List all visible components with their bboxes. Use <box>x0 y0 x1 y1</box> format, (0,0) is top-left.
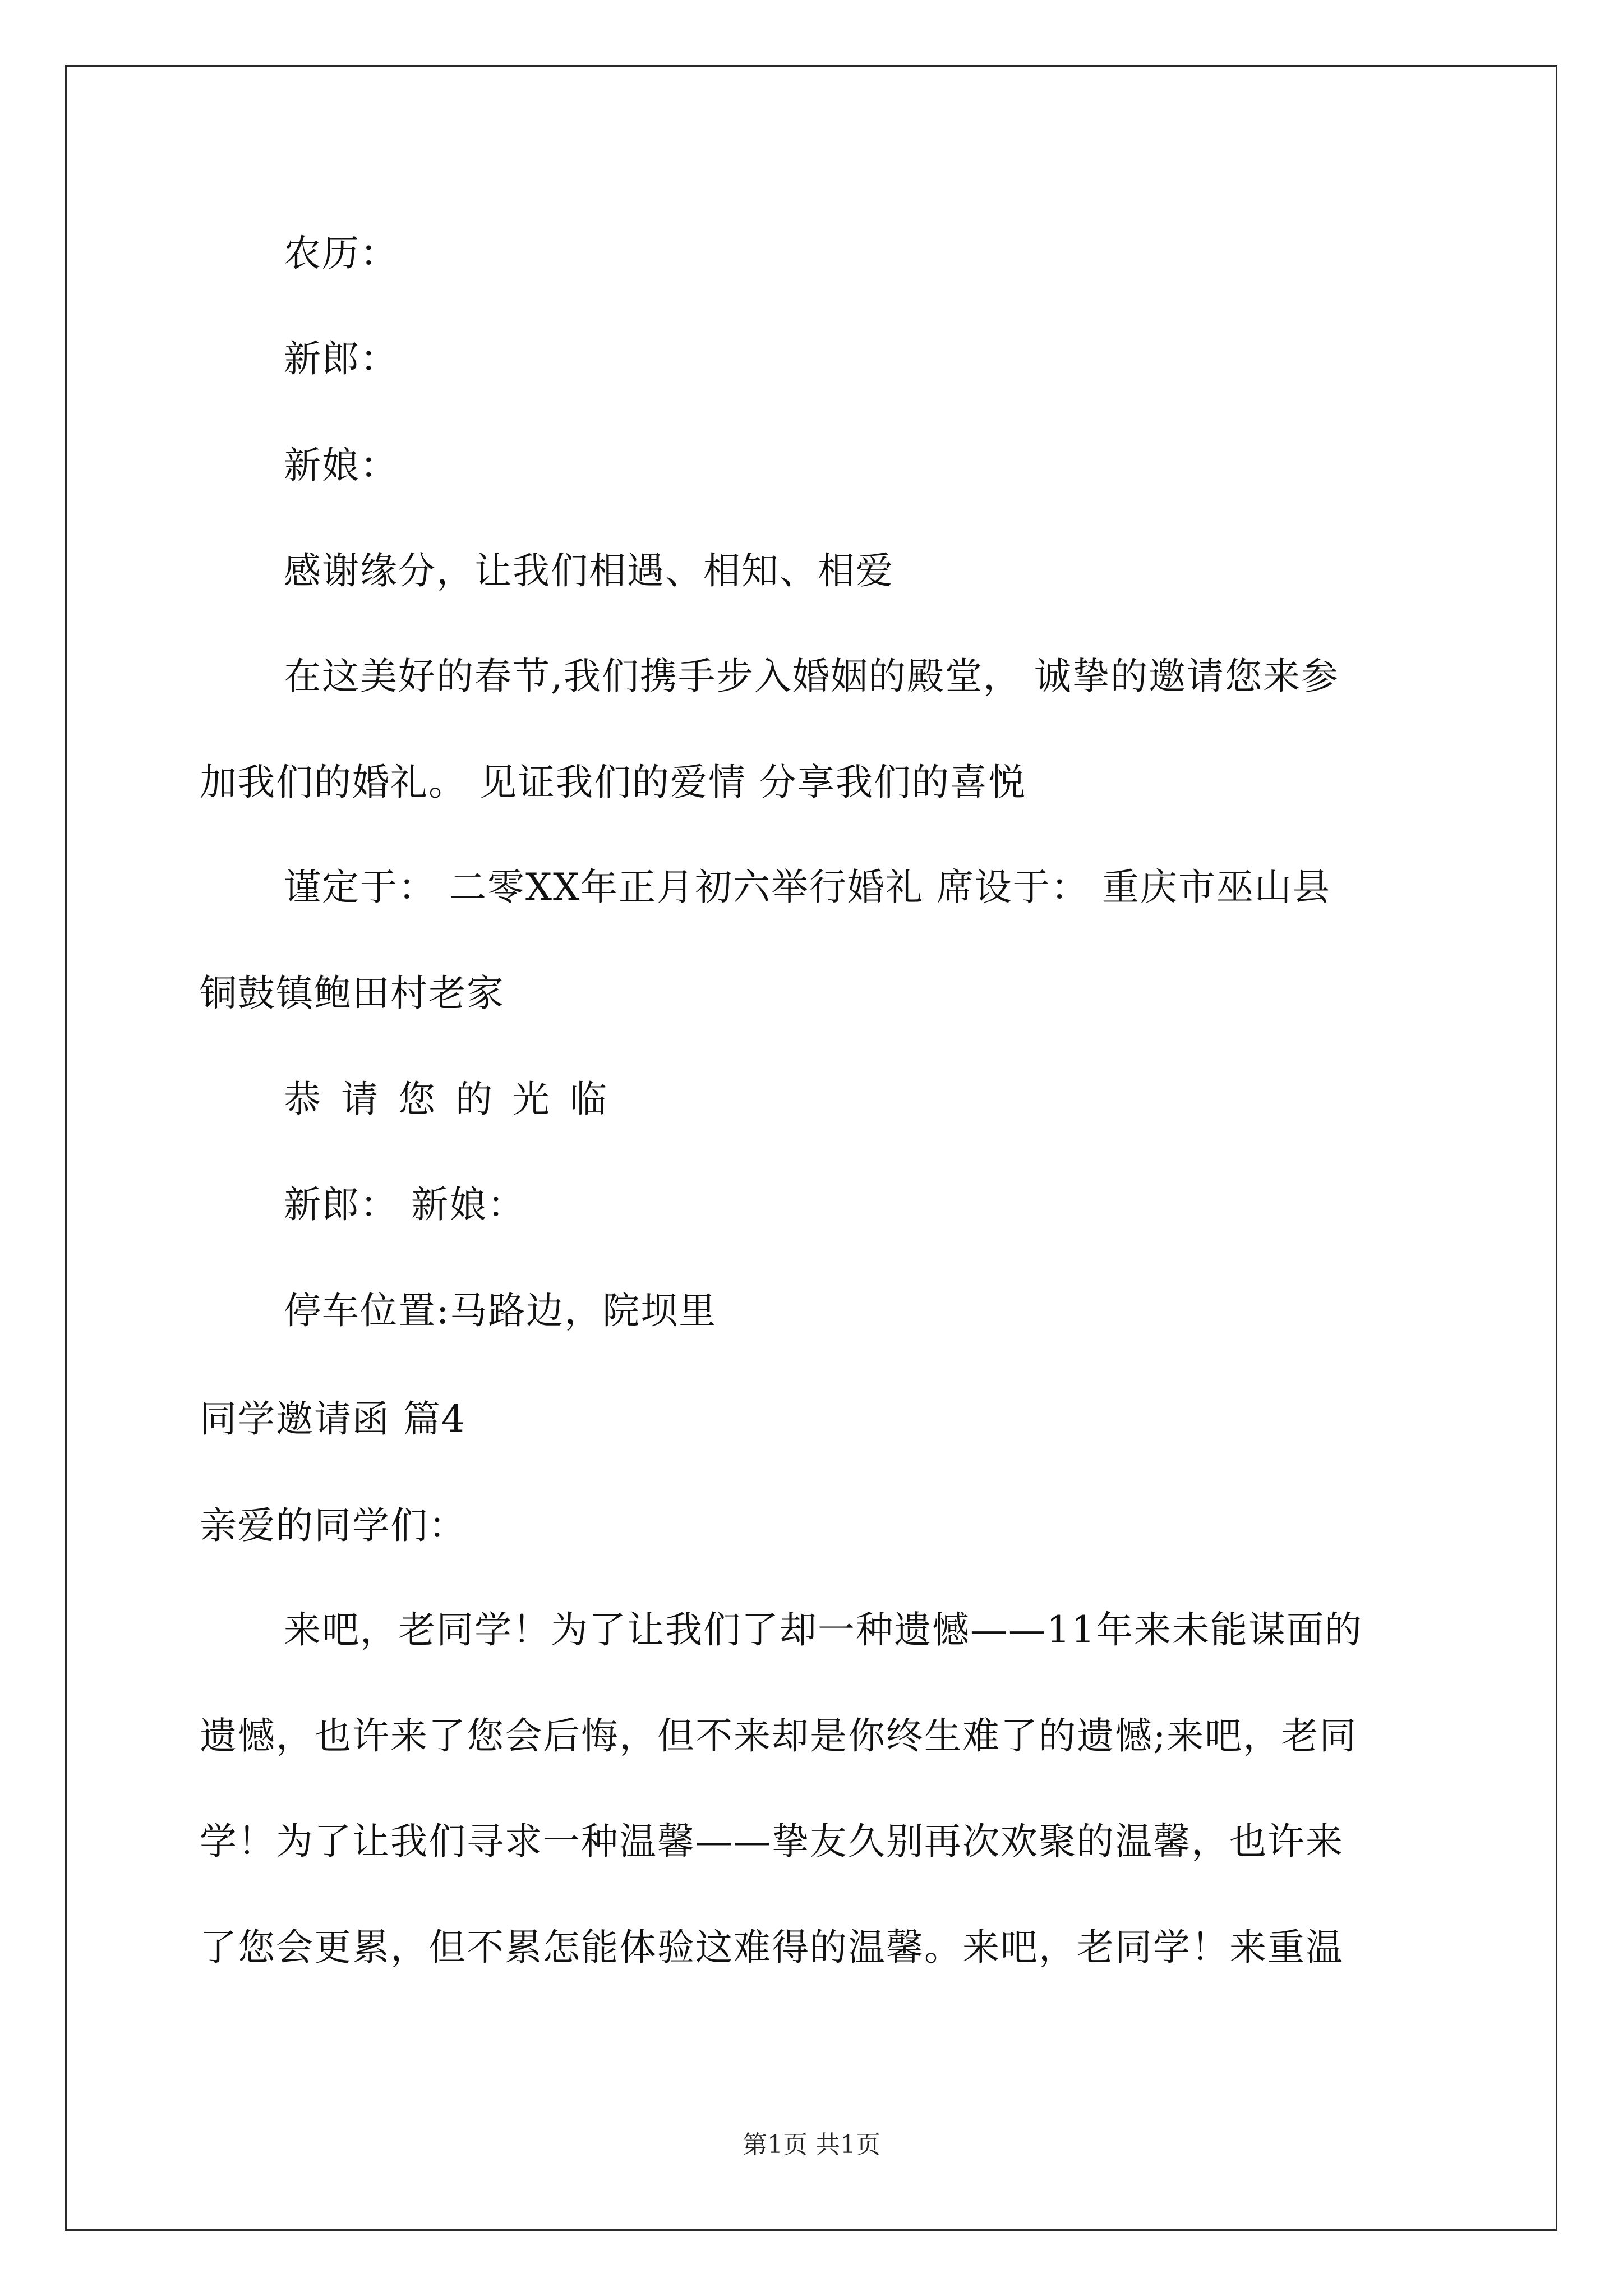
salutation-line: 亲爱的同学们： <box>200 1504 467 1547</box>
page-footer: 第1页 共1页 <box>743 2131 880 2159</box>
lunar-date-line: 农历： <box>284 232 398 275</box>
section-heading: 同学邀请函 篇4 <box>200 1397 466 1441</box>
paragraph-line: 感谢缘分，让我们相遇、相知、相爱 <box>284 549 894 592</box>
invitation-closing: 恭请您的光临 <box>284 1078 627 1121</box>
signature-line: 新郎： 新娘： <box>284 1183 525 1226</box>
paragraph-line: 加我们的婚礼。 见证我们的爱情 分享我们的喜悦 <box>200 761 1026 804</box>
paragraph-line: 在这美好的春节,我们携手步入婚姻的殿堂， 诚挚的邀请您来参 <box>284 655 1339 698</box>
paragraph-line: 谨定于： 二零XX年正月初六举行婚礼 席设于： 重庆市巫山县 <box>284 866 1331 909</box>
page-border <box>65 65 1557 2231</box>
paragraph-line: 了您会更累，但不累怎能体验这难得的温馨。来吧，老同学！来重温 <box>200 1926 1344 1969</box>
parking-line: 停车位置:马路边，院坝里 <box>284 1289 717 1332</box>
paragraph-line: 铜鼓镇鲍田村老家 <box>200 972 505 1015</box>
paragraph-line: 遗憾，也许来了您会后悔，但不来却是你终生难了的遗憾;来吧，老同 <box>200 1714 1358 1757</box>
paragraph-line: 来吧，老同学！为了让我们了却一种遗憾——11年来未能谋面的 <box>284 1608 1363 1651</box>
bride-line: 新娘： <box>284 444 398 487</box>
groom-line: 新郎： <box>284 337 398 380</box>
paragraph-line: 学！为了让我们寻求一种温馨——挚友久别再次欢聚的温馨，也许来 <box>200 1820 1344 1863</box>
